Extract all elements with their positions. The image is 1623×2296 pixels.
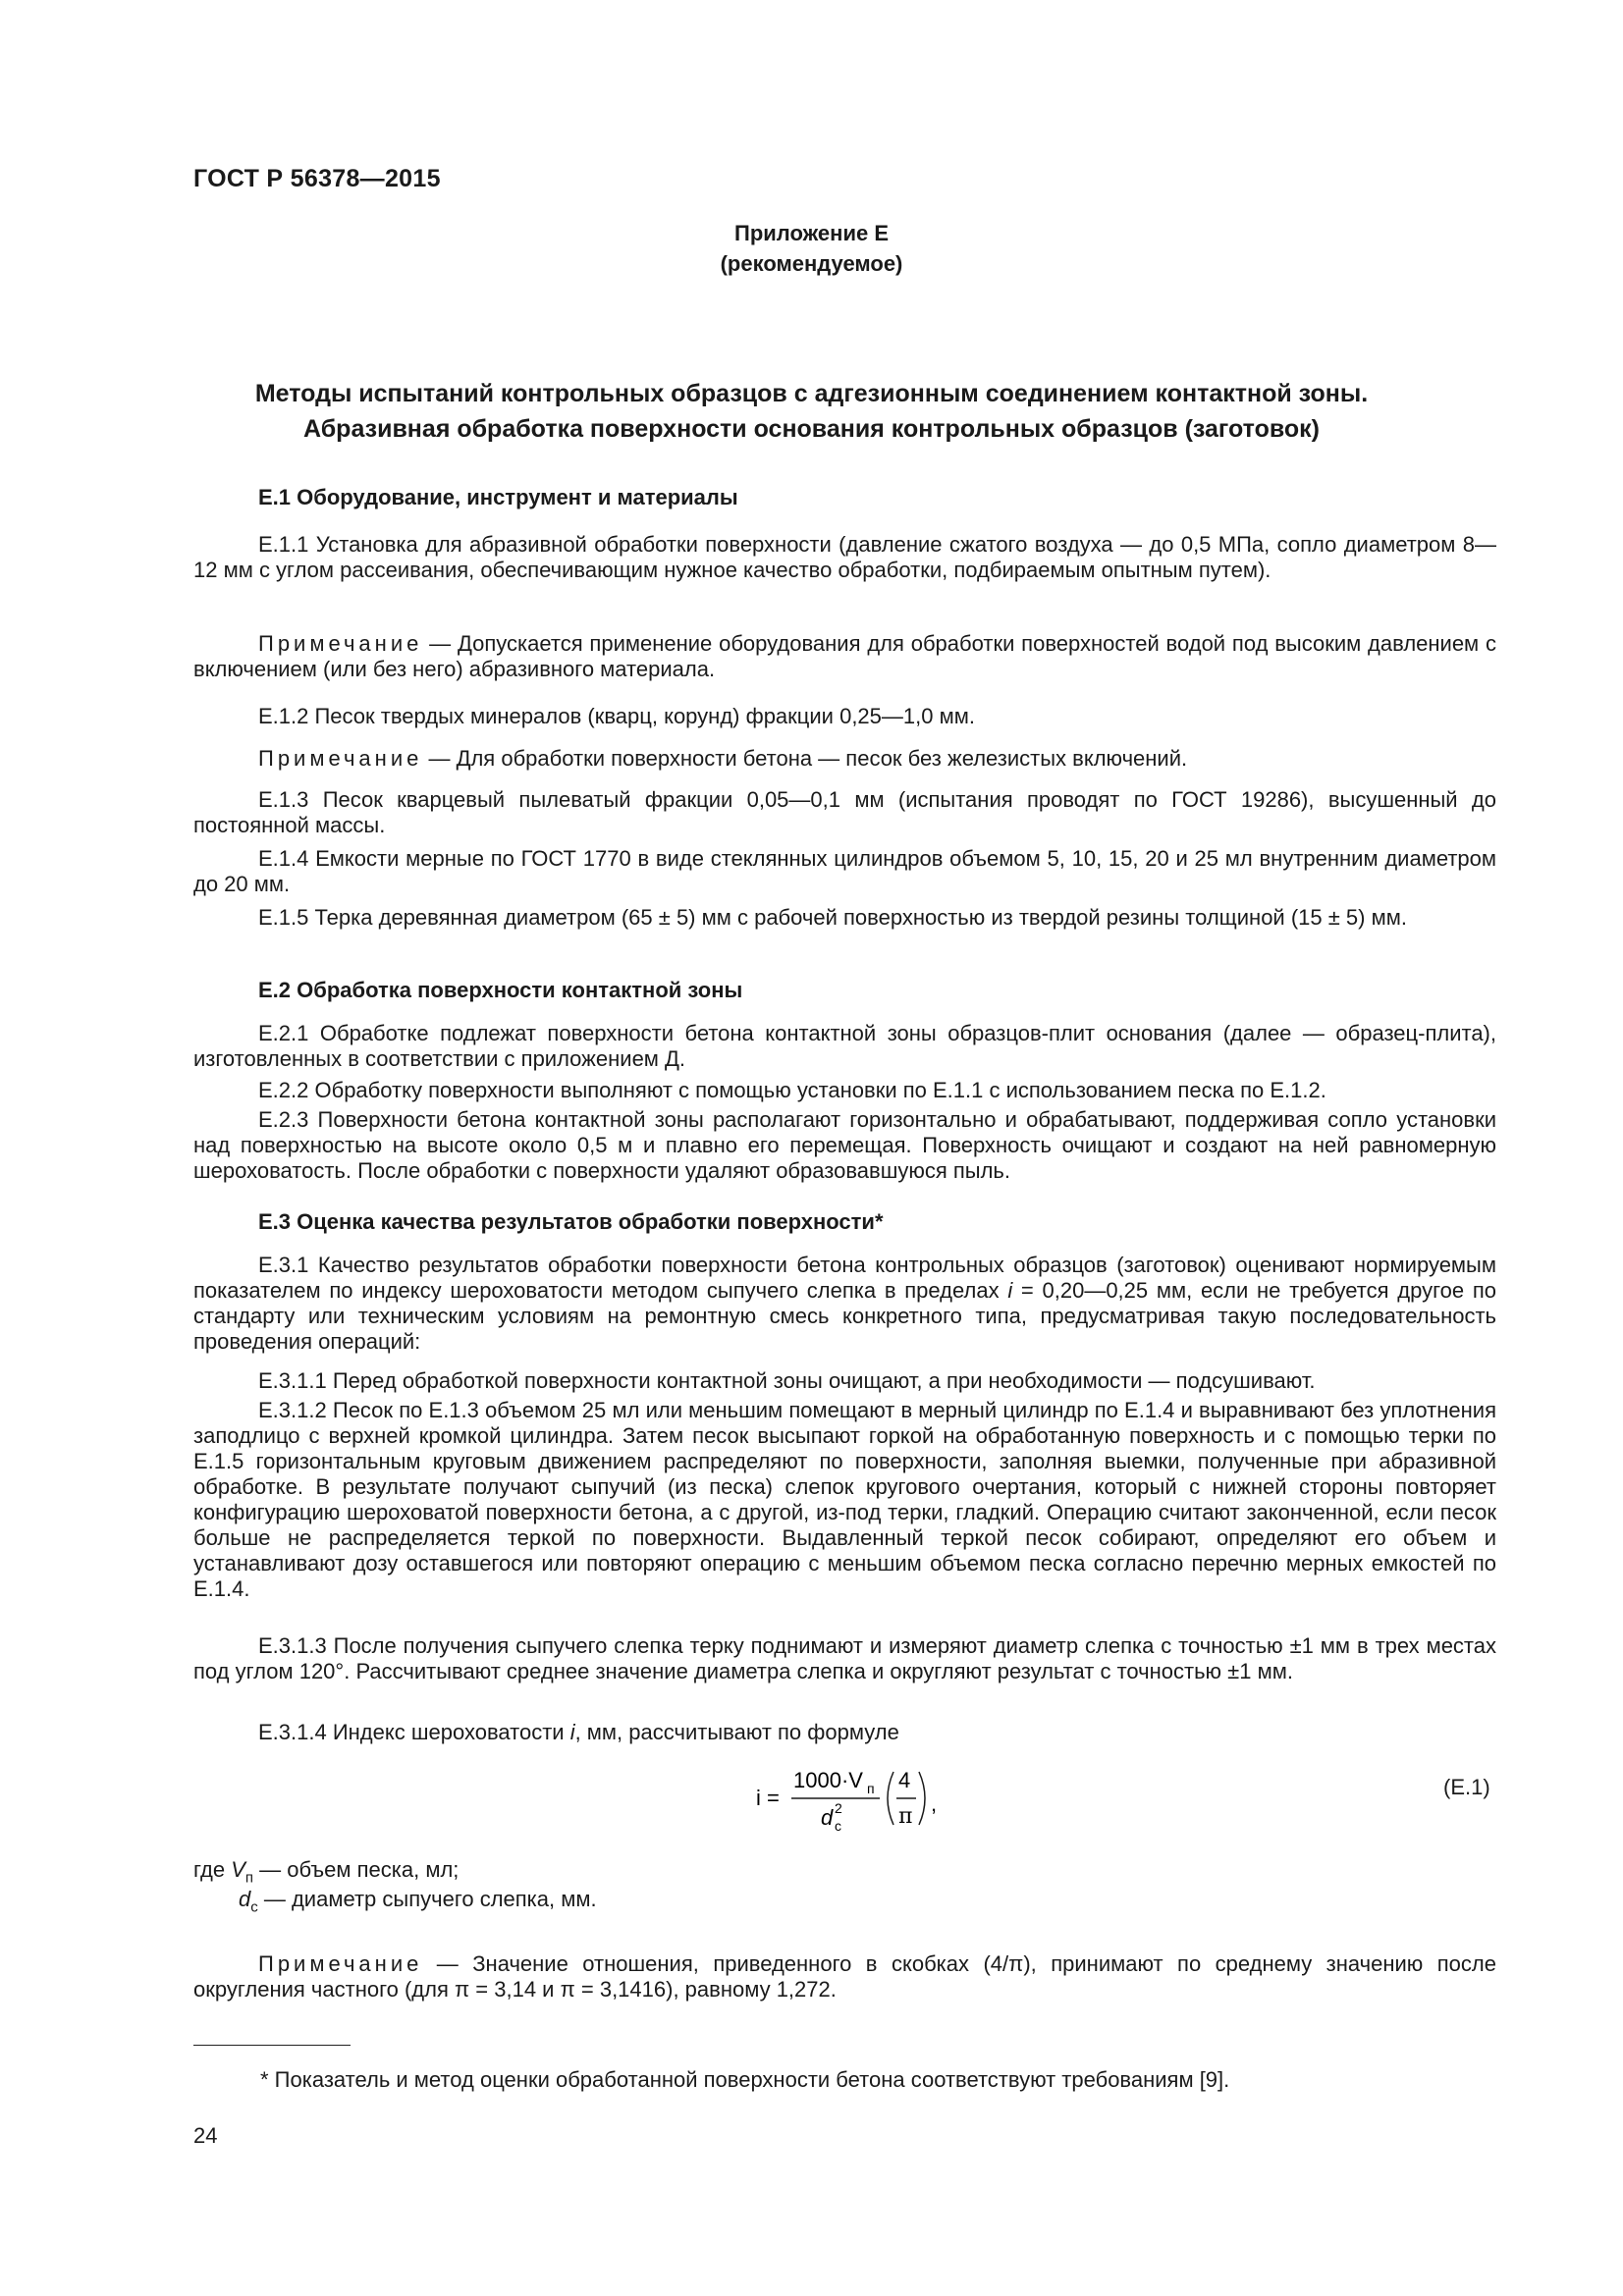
formula-denominator-sup: 2 bbox=[835, 1800, 842, 1816]
formula-frac-bottom: π bbox=[898, 1804, 913, 1829]
formula-denominator-sub: с bbox=[835, 1818, 841, 1833]
note-text: — Допускается применение оборудования для обработки поверхностей водой под высоким давлением с включением (или без него) абразивного материала. bbox=[193, 631, 1496, 681]
note-3 bbox=[193, 1951, 1496, 2002]
paragraph-text: Е.3.1.4 Индекс шероховатости bbox=[258, 1720, 570, 1744]
paragraph-text: Е.1.5 Терка деревянная диаметром (65 ± 5) мм с рабочей поверхностью из твердой резины толщиной (15 ± 5) мм. bbox=[258, 905, 1407, 930]
formula-lhs: i = bbox=[756, 1786, 780, 1810]
note-label: Примечание bbox=[258, 746, 423, 771]
section-e2-title: Е.2 Обработка поверхности контактной зоны bbox=[258, 978, 743, 1002]
paragraph-text: Е.1.4 Емкости мерные по ГОСТ 1770 в виде стеклянных цилиндров объемом 5, 10, 15, 20 и 25 мл внутренним диаметром до 20 мм. bbox=[193, 846, 1496, 896]
paragraph-e3-1 bbox=[193, 1253, 1496, 1355]
note-text: — Значение отношения, приведенного в скобках (4/π), принимают по среднему значению после округления частного (для π = 3,14 и π = 3,1416), равному 1,272. bbox=[193, 1951, 1496, 2002]
formula-e1 bbox=[756, 1764, 952, 1833]
paragraph-text: Е.2.1 Обработке подлежат поверхности бетона контактной зоны образцов-плит основания (далее — образец-плита), изготовленных в соответствии с приложением Д. bbox=[193, 1021, 1496, 1071]
formula-denominator: d bbox=[821, 1805, 834, 1830]
left-paren bbox=[888, 1772, 893, 1825]
note-2 bbox=[193, 746, 1496, 772]
main-title-line1: Методы испытаний контрольных образцов с адгезионным соединением контактной зоны. bbox=[254, 380, 1369, 407]
index-symbol: i bbox=[569, 1720, 575, 1744]
right-paren bbox=[919, 1772, 925, 1825]
d-sub: с bbox=[250, 1898, 258, 1916]
paragraph-text: Е.2.3 Поверхности бетона контактной зоны располагают горизонтально и обрабатывают, поддерживая сопло установки над поверхностью на высоте около 0,5 м и плавно его перемещая. Поверхность очищают и создают на ней равномерную шероховатость. После обработки с поверхности удаляют образовавшуюся пыль. bbox=[193, 1107, 1496, 1183]
note-label: Примечание bbox=[258, 631, 423, 656]
note-1 bbox=[193, 631, 1496, 682]
paragraph-e3-1-2 bbox=[193, 1398, 1496, 1602]
appendix-status: (рекомендуемое) bbox=[720, 251, 903, 276]
paragraph-text: , мм, рассчитывают по формуле bbox=[574, 1720, 899, 1744]
paragraph-text: Е.2.2 Обработку поверхности выполняют с помощью установки по Е.1.1 с использованием песка по Е.1.2. bbox=[258, 1078, 1326, 1102]
formula-trailing: , bbox=[931, 1791, 938, 1816]
paragraph-text: Е.1.3 Песок кварцевый пылеватый фракции 0,05—0,1 мм (испытания проводят по ГОСТ 19286), высушенный до постоянной массы. bbox=[193, 787, 1496, 837]
paragraph-e2-1 bbox=[193, 1021, 1496, 1072]
paragraph-text: Е.1.1 Установка для абразивной обработки поверхности (давление сжатого воздуха — до 0,5 МПа, сопло диаметром 8—12 мм с углом рассеивания, обеспечивающим нужное качество обработки, подбираемым опытным путем). bbox=[193, 532, 1496, 582]
paragraph-e3-1-1 bbox=[193, 1368, 1496, 1394]
d-symbol: d bbox=[239, 1887, 251, 1911]
footnote: * Показатель и метод оценки обработанной поверхности бетона соответствуют требованиям [9]. bbox=[260, 2067, 1230, 2092]
formula-numerator: 1000·V bbox=[793, 1768, 863, 1792]
main-title-line2: Абразивная обработка поверхности основания контрольных образцов (заготовок) bbox=[303, 415, 1320, 443]
paragraph-text: Е.3.1.2 Песок по Е.1.3 объемом 25 мл или меньшим помещают в мерный цилиндр по Е.1.4 и выравнивают без уплотнения заподлицо с верхней кромкой цилиндра. Затем песок высыпают горкой на обработанную поверхность и с помощью терки по Е.1.5 горизонтальным круговым движением распределяют по поверхности, заполняя выемки, полученные при абразивной обработке. В результате получают сыпучий (из песка) слепок кругового очертания, который с нижней стороны повторяет конфигурацию шероховатой поверхности бетона, а с другой, из-под терки, гладкий. Операцию считают законченной, если песок больше не распределяется теркой по поверхности. Выдавленный теркой песок собирают, определяют его объем и устанавливают дозу оставшегося или повторяют операцию с меньшим объемом песка согласно перечню мерных емкостей по Е.1.4. bbox=[193, 1398, 1496, 1601]
v-symbol: V bbox=[231, 1857, 245, 1882]
paragraph-text: = 0,20—0,25 мм, если не требуется другое по стандарту или техническим условиям на ремонтную смесь конкретного типа, предусматривая такую последовательность проведения операций: bbox=[193, 1278, 1496, 1354]
footnote-divider bbox=[193, 2045, 351, 2046]
section-e1-title: Е.1 Оборудование, инструмент и материалы bbox=[258, 485, 738, 509]
paragraph-e3-1-4 bbox=[193, 1720, 1496, 1745]
document-code: ГОСТ Р 56378—2015 bbox=[193, 165, 441, 192]
v-description: — объем песка, мл; bbox=[253, 1857, 460, 1882]
paragraph-e1-1 bbox=[193, 532, 1496, 583]
paragraph-text: Е.3.1.3 После получения сыпучего слепка терку поднимают и измеряют диаметр слепка с точностью ±1 мм в трех местах под углом 120°. Рассчитывают среднее значение диаметра слепка и округляют результат с точностью ±1 мм. bbox=[193, 1633, 1496, 1683]
section-e3-title: Е.3 Оценка качества результатов обработки поверхности* bbox=[258, 1209, 884, 1234]
where-prefix: где bbox=[193, 1857, 232, 1882]
paragraph-e1-2 bbox=[193, 704, 1496, 729]
v-sub: п bbox=[244, 1869, 254, 1887]
paragraph-e1-3 bbox=[193, 787, 1496, 838]
paragraph-text: Е.3.1 Качество результатов обработки поверхности бетона контрольных образцов (заготовок) оценивают нормируемым показателем по индексу шероховатости методом сыпучего слепка в пределах bbox=[193, 1253, 1496, 1303]
page-number: 24 bbox=[193, 2123, 218, 2148]
paragraph-e1-5 bbox=[193, 905, 1496, 931]
paragraph-text: Е.3.1.1 Перед обработкой поверхности контактной зоны очищают, а при необходимости — подсушивают. bbox=[258, 1368, 1316, 1393]
formula-numerator-sub: п bbox=[867, 1781, 875, 1796]
paragraph-e3-1-3 bbox=[193, 1633, 1496, 1684]
index-symbol: i bbox=[1007, 1278, 1013, 1303]
equation-number: (Е.1) bbox=[1443, 1775, 1490, 1799]
d-description: — диаметр сыпучего слепка, мм. bbox=[257, 1887, 597, 1911]
where-line-d bbox=[239, 1887, 597, 1920]
paragraph-e1-4 bbox=[193, 846, 1496, 897]
paragraph-text: Е.1.2 Песок твердых минералов (кварц, корунд) фракции 0,25—1,0 мм. bbox=[258, 704, 975, 728]
paragraph-e2-2 bbox=[193, 1078, 1496, 1103]
formula-frac-top: 4 bbox=[898, 1768, 911, 1792]
paragraph-e2-3 bbox=[193, 1107, 1496, 1184]
appendix-title: Приложение Е bbox=[734, 221, 889, 245]
note-label: Примечание bbox=[258, 1951, 423, 1976]
note-text: — Для обработки поверхности бетона — песок без железистых включений. bbox=[422, 746, 1188, 771]
